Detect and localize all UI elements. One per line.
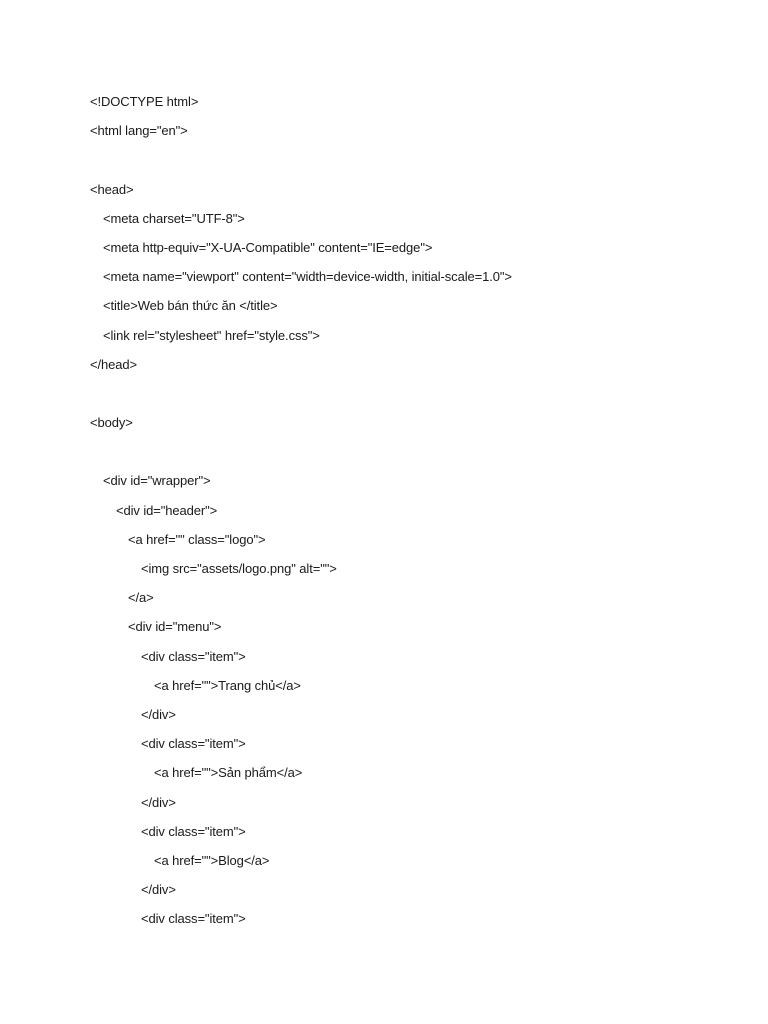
code-line: </div>	[141, 882, 176, 898]
code-line: <meta name="viewport" content="width=device-width, initial-scale=1.0">	[103, 269, 512, 285]
code-line: </div>	[141, 706, 176, 722]
code-line: </head>	[90, 356, 138, 372]
code-line: <a href="">Sản phẩm</a>	[154, 765, 303, 781]
code-line: <a href="" class="logo">	[128, 531, 266, 547]
code-line: <div id="header">	[116, 502, 218, 518]
code-line: </div>	[141, 794, 176, 810]
code-line: <div id="menu">	[128, 619, 222, 635]
code-line: <div class="item">	[141, 736, 246, 752]
code-line: <div id="wrapper">	[103, 473, 211, 489]
code-line: <a href="">Trang chủ</a>	[154, 677, 301, 693]
code-line: <html lang="en">	[90, 123, 188, 139]
code-line: <a href="">Blog</a>	[154, 852, 270, 868]
code-line: <div class="item">	[141, 823, 246, 839]
code-line: <meta http-equiv="X-UA-Compatible" content="IE=edge">	[103, 239, 433, 255]
code-line: </a>	[128, 590, 154, 606]
code-line: <img src="assets/logo.png" alt="">	[141, 561, 337, 576]
code-line	[90, 442, 512, 471]
code-line: <meta charset="UTF-8">	[103, 210, 245, 226]
code-line: <head>	[90, 181, 134, 197]
code-line: <!DOCTYPE html>	[90, 94, 199, 109]
code-listing	[90, 92, 512, 938]
code-line: <body>	[90, 415, 133, 431]
code-line: <div class="item">	[141, 648, 246, 664]
code-line: <title>Web bán thức ăn </title>	[103, 298, 278, 314]
code-line	[90, 150, 512, 179]
code-line	[90, 384, 512, 413]
code-line: <link rel="stylesheet" href="style.css">	[103, 327, 320, 343]
code-line: <div class="item">	[141, 911, 246, 927]
